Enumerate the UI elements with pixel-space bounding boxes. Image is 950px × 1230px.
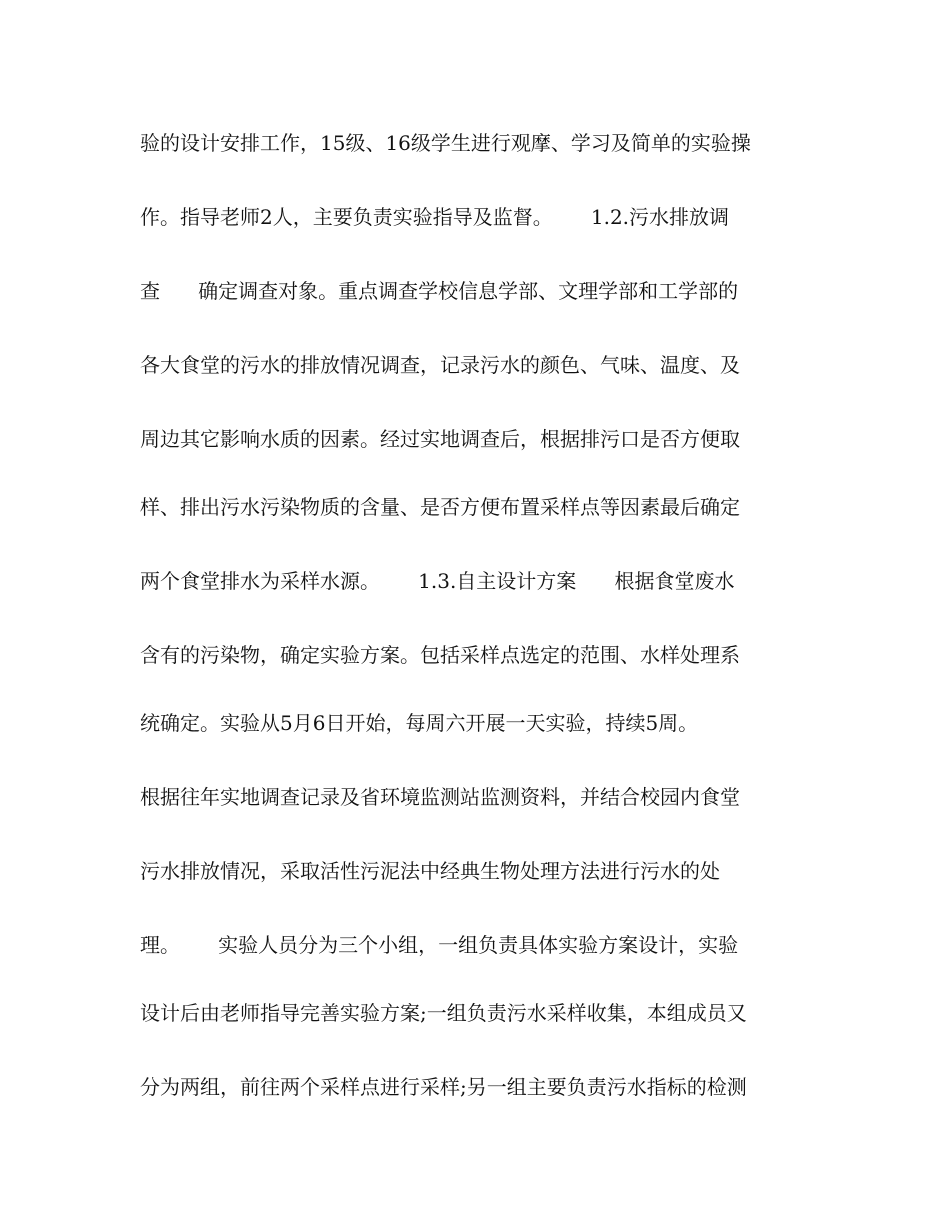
text-line: 分为两组，前往两个采样点进行采样;另一组主要负责污水指标的检测 — [140, 1075, 747, 1099]
text-line: 各大食堂的污水的排放情况调查，记录污水的颜色、气味、温度、及 — [140, 353, 740, 377]
text-line: 理。 实验人员分为三个小组，一组负责具体实验方案设计，实验 — [140, 933, 739, 957]
text-line: 验的设计安排工作，15级、16级学生进行观摩、学习及简单的实验操 — [140, 131, 751, 155]
text-line: 周边其它影响水质的因素。经过实地调查后，根据排污口是否方便取 — [140, 427, 740, 451]
text-line: 污水排放情况，采取活性污泥法中经典生物处理方法进行污水的处 — [140, 859, 720, 883]
text-line: 设计后由老师指导完善实验方案;一组负责污水采样收集，本组成员又 — [140, 1001, 747, 1025]
text-line: 作。指导老师2人，主要负责实验指导及监督。 1.2.污水排放调 — [140, 205, 730, 229]
text-line: 两个食堂排水为采样水源。 1.3.自主设计方案 根据食堂废水 — [140, 569, 735, 593]
text-line: 样、排出污水污染物质的含量、是否方便布置采样点等因素最后确定 — [140, 495, 740, 519]
text-line: 含有的污染物，确定实验方案。包括采样点选定的范围、水样处理系 — [140, 643, 740, 667]
text-line: 统确定。实验从5月6日开始，每周六开展一天实验，持续5周。 — [140, 711, 699, 735]
text-line: 根据往年实地调查记录及省环境监测站监测资料，并结合校园内食堂 — [140, 785, 740, 809]
text-line: 查 确定调查对象。重点调查学校信息学部、文理学部和工学部的 — [140, 279, 739, 303]
